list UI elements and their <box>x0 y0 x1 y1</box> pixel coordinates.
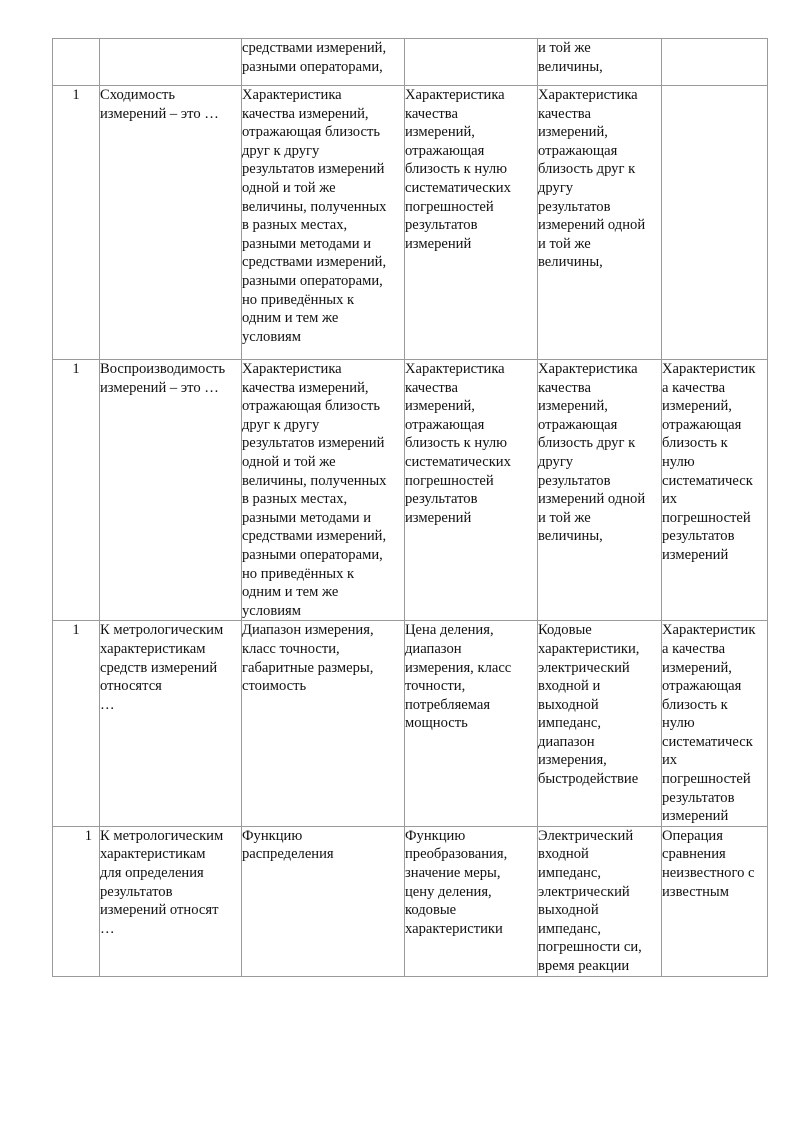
question-cell <box>100 39 242 86</box>
answer-option-4: Операция сравнения неизвестного с известным <box>662 826 768 976</box>
answer-option-3: Характеристика качества измерений, отражающая близость друг к другу результатов измерений одной и той же величины, <box>538 360 662 621</box>
answer-option-4 <box>662 86 768 360</box>
table-row <box>53 621 768 827</box>
answer-option-4 <box>662 39 768 86</box>
question-cell: К метрологическим характеристикам средств измерений относятся … <box>100 621 242 827</box>
table-row <box>53 360 768 621</box>
row-number: 1 <box>53 360 100 621</box>
answer-option-2: Функцию преобразования, значение меры, цену деления, кодовые характеристики <box>405 826 538 976</box>
table-row <box>53 826 768 976</box>
answer-option-2: Характеристика качества измерений, отражающая близость к нулю систематических погрешностей результатов измерений <box>405 86 538 360</box>
answer-option-4: Характеристик а качества измерений, отражающая близость к нулю систематическ их погрешностей результатов измерений <box>662 360 768 621</box>
answer-option-3: Характеристика качества измерений, отражающая близость друг к другу результатов измерений одной и той же величины, <box>538 86 662 360</box>
answer-option-3: и той же величины, <box>538 39 662 86</box>
row-number: 1 <box>53 86 100 360</box>
table-row-continuation <box>53 39 768 86</box>
row-number: 1 <box>53 826 100 976</box>
answer-option-1: Характеристика качества измерений, отражающая близость друг к другу результатов измерений одной и той же величины, полученных в разных местах, разными методами и средствами измерений, разными операторами, но приведённых к одним и тем же условиям <box>242 360 405 621</box>
question-cell: Сходимость измерений – это … <box>100 86 242 360</box>
answer-option-1: Диапазон измерения, класс точности, габаритные размеры, стоимость <box>242 621 405 827</box>
answer-option-2: Цена деления, диапазон измерения, класс точности, потребляемая мощность <box>405 621 538 827</box>
answer-option-4: Характеристик а качества измерений, отражающая близость к нулю систематическ их погрешностей результатов измерений <box>662 621 768 827</box>
table-row <box>53 86 768 360</box>
test-questions-table <box>52 38 768 977</box>
row-number <box>53 39 100 86</box>
answer-option-1: Функцию распределения <box>242 826 405 976</box>
answer-option-3: Кодовые характеристики, электрический входной и выходной импеданс, диапазон измерения, быстродействие <box>538 621 662 827</box>
answer-option-2 <box>405 39 538 86</box>
question-cell: Воспроизводимость измерений – это … <box>100 360 242 621</box>
answer-option-1: Характеристика качества измерений, отражающая близость друг к другу результатов измерений одной и той же величины, полученных в разных местах, разными методами и средствами измерений, разными операторами, но приведённых к одним и тем же условиям <box>242 86 405 360</box>
answer-option-1: средствами измерений, разными операторами, <box>242 39 405 86</box>
row-number: 1 <box>53 621 100 827</box>
answer-option-3: Электрический входной импеданс, электрический выходной импеданс, погрешности си, время реакции <box>538 826 662 976</box>
question-cell: К метрологическим характеристикам для определения результатов измерений относят … <box>100 826 242 976</box>
answer-option-2: Характеристика качества измерений, отражающая близость к нулю систематических погрешностей результатов измерений <box>405 360 538 621</box>
